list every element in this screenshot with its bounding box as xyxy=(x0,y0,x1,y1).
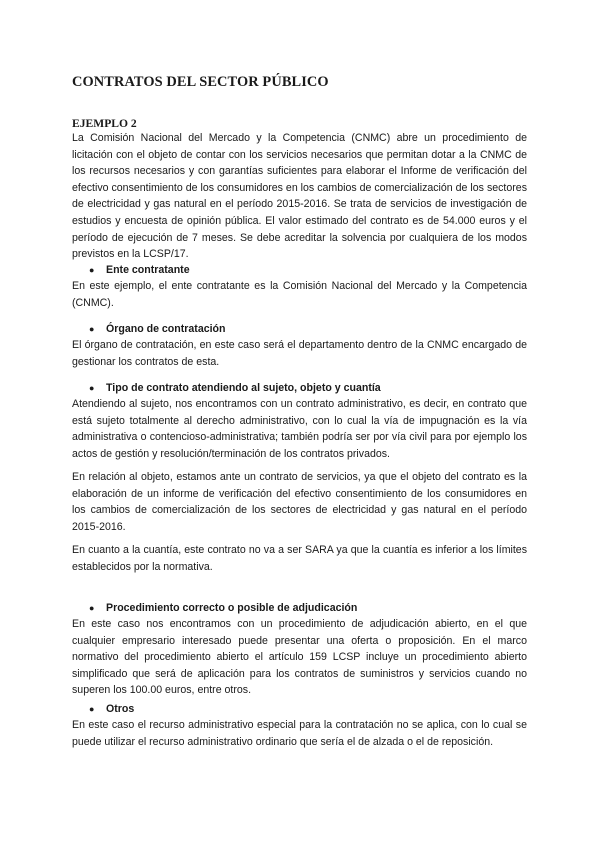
section-paragraph: En este caso el recurso administrativo especial para la contratación no se aplica, con lo cual se puede utilizar el recurso administrativo ordinario que sería el de alzada o el de reposición. xyxy=(72,719,527,748)
section-heading-otros xyxy=(89,701,134,718)
document-title: CONTRATOS DEL SECTOR PÚBLICO xyxy=(72,74,329,90)
section-paragraph: Atendiendo al sujeto, nos encontramos con un contrato administrativo, es decir, en contrato que está sujeto totalmente al derecho administrativo, con lo cual la vía de impugnación es la vía administrativa o contencioso-administrativa; también podría ser por vía civil para por ejemplo los actos de gestión y resolución/terminación de los contratos privados. xyxy=(72,398,527,460)
section-paragraph: En relación al objeto, estamos ante un contrato de servicios, ya que el objeto del contrato es la elaboración de un informe de verificación del efectivo consentimiento de los consumidores en los cambios de comercialización de los sectores de electricidad y gas natural en el período 2015-2016. xyxy=(72,471,527,533)
section-heading-tipo-contrato xyxy=(89,380,381,397)
section-heading-label: Órgano de contratación xyxy=(106,323,226,335)
bullet-icon: ● xyxy=(89,383,95,393)
section-heading-procedimiento xyxy=(89,600,357,617)
section-heading-label: Tipo de contrato atendiendo al sujeto, objeto y cuantía xyxy=(106,382,381,394)
section-paragraph: En este caso nos encontramos con un procedimiento de adjudicación abierto, en el que cualquier empresario interesado puede presentar una oferta o proposición. En el marco normativo del procedimiento abierto el artículo 159 LCSP incluye un procedimiento abierto simplificado que será de aplicación para los contratos de suministros y servicios cuando no superen los 100.00 euros, entre otros. xyxy=(72,618,527,697)
section-heading-organo-contratacion xyxy=(89,321,226,338)
example-heading: EJEMPLO 2 xyxy=(72,117,137,130)
bullet-icon: ● xyxy=(89,704,95,714)
section-heading-label: Otros xyxy=(106,703,135,715)
bullet-icon: ● xyxy=(89,603,95,613)
intro-paragraph: La Comisión Nacional del Mercado y la Competencia (CNMC) abre un procedimiento de licitación con el objeto de contar con los servicios necesarios que permitan dotar a la CNMC de los recursos necesarios y con garantías suficientes para elaborar el Informe de verificación del efectivo consentimiento de los consumidores en los cambios de comercialización de los sectores de electricidad y gas natural en el período 2015-2016. Se trata de servicios de investigación de estudios y encuesta de opinión pública. El valor estimado del contrato es de 54.000 euros y el período de ejecución de 7 meses. Se debe acreditar la solvencia por cualquiera de los modos previstos en la LCSP/17. xyxy=(72,132,527,261)
section-paragraph: En este ejemplo, el ente contratante es la Comisión Nacional del Mercado y la Competencia (CNMC). xyxy=(72,280,527,309)
section-heading-ente-contratante xyxy=(89,262,190,279)
bullet-icon: ● xyxy=(89,265,95,275)
section-heading-label: Procedimiento correcto o posible de adjudicación xyxy=(106,602,358,614)
section-paragraph: El órgano de contratación, en este caso será el departamento dentro de la CNMC encargado de gestionar los contratos de esta. xyxy=(72,339,527,368)
section-paragraph: En cuanto a la cuantía, este contrato no va a ser SARA ya que la cuantía es inferior a los límites establecidos por la normativa. xyxy=(72,544,527,573)
section-heading-label: Ente contratante xyxy=(106,264,190,276)
bullet-icon: ● xyxy=(89,324,95,334)
